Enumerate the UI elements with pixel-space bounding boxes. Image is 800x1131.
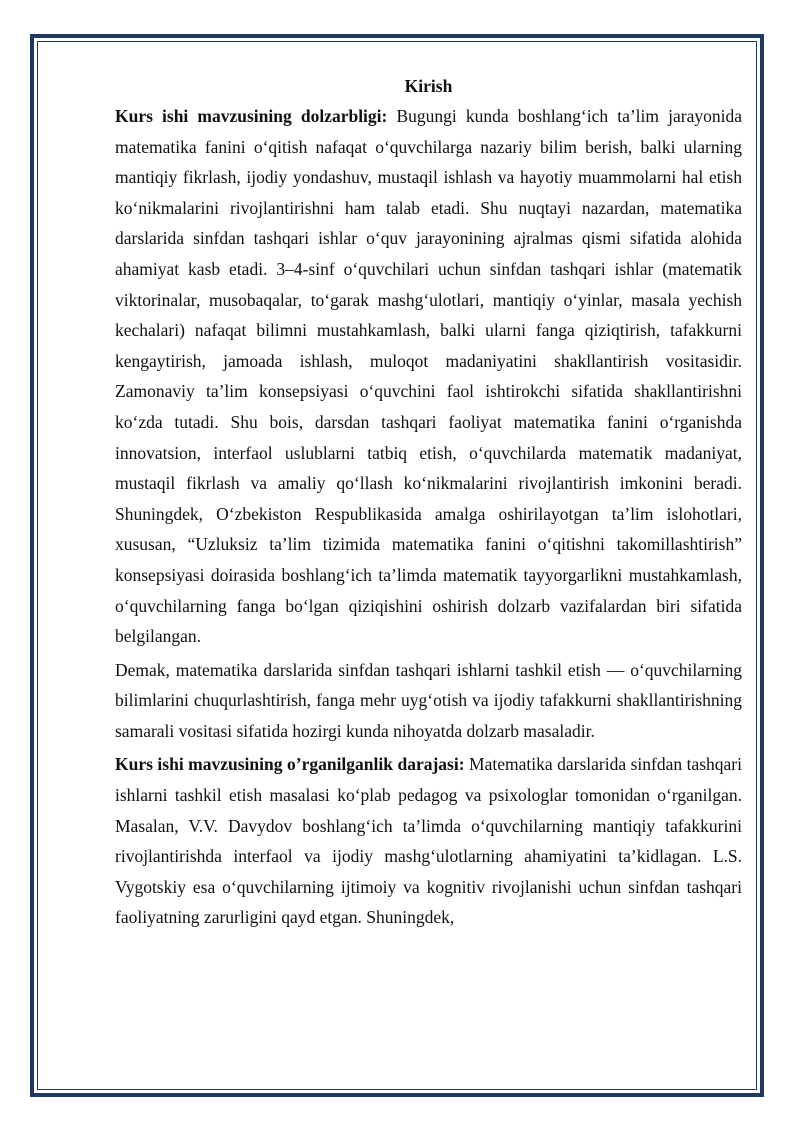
paragraph-lead: Kurs ishi mavzusining dolzarbligi:: [115, 106, 388, 126]
document-title: Kirish: [404, 76, 453, 96]
paragraph-relevance: [115, 101, 742, 652]
paragraph-text: Demak, matematika darslarida sinfdan tashqari ishlarni tashkil etish — o‘quvchilarning bilimlarini chuqurlashtirish, fanga mehr uyg‘otish va ijodiy tafakkurni shakllantirishning samarali vositasi sifatida hozirgi kunda nihoyatda dolzarb masaladir.: [115, 659, 742, 741]
document-body: [115, 72, 742, 936]
paragraph-lead: Kurs ishi mavzusining o’rganilganlik darajasi:: [115, 754, 465, 775]
paragraph-study-level: [115, 749, 742, 933]
paragraph-text: Bugungi kunda boshlang‘ich ta’lim jarayonida matematika fanini o‘qitish nafaqat o‘quvchilarga nazariy bilim berish, balki ularning mantiqiy fikrlash, ijodiy yondashuv, mustaqil ishlash va hayotiy muammolarni hal etish ko‘nikmalarini rivojlantirishni ham talab etadi. Shu nuqtayi nazardan, matematika darslarida sinfdan tashqari ishlar o‘quv jarayonining ajralmas qismi sifatida alohida ahamiyat kasb etadi. 3–4-sinf o‘quvchilari uchun sinfdan tashqari ishlar (matematik viktorinalar, musobaqalar, to‘garak mashg‘ulotlari, mantiqiy o‘yinlar, masala yechish kechalari) nafaqat bilimni mustahkamlash, balki ularni fanga qiziqtirish, tafakkurni kengaytirish, jamoada ishlash, muloqot madaniyatini shakllantirish vositasidir. Zamonaviy ta’lim konsepsiyasi o‘quvchini faol ishtirokchi sifatida shakllantirishni ko‘zda tutadi. Shu bois, darsdan tashqari faoliyat matematika fanini o‘rganishda innovatsion, interfaol uslublarni tatbiq etish, o‘quvchilarda matematik madaniyat, mustaqil fikrlash va amaliy qo‘llash ko‘nikmalarini rivojlantirish imkonini beradi. Shuningdek, O‘zbekiston Respublikasida amalga oshirilayotgan ta’lim islohotlari, xususan, “Uzluksiz ta’lim tizimida matematika fanini o‘qitishni takomillashtirish” konsepsiyasi doirasida boshlang‘ich ta’limda matematik tayyorgarlikni mustahkamlash, o‘quvchilarning fanga bo‘lgan qiziqishini oshirish dolzarb vazifalardan biri sifatida belgilangan.: [115, 106, 742, 647]
paragraph-text: Matematika darslarida sinfdan tashqari ishlarni tashkil etish masalasi ko‘plab pedagog va psixologlar tomonidan o‘rganilgan. Masalan, V.V. Davydov boshlang‘ich ta’limda o‘quvchilarning mantiqiy tafakkurini rivojlantirishda interfaol va ijodiy mashg‘ulotlarning ahamiyatini ta’kidlagan. L.S. Vygotskiy esa o‘quvchilarning ijtimoiy va kognitiv rivojlanishi uchun sinfdan tashqari faoliyatning zarurligini qayd etgan. Shuningdek,: [115, 754, 742, 928]
paragraph-conclusion: [115, 655, 742, 747]
